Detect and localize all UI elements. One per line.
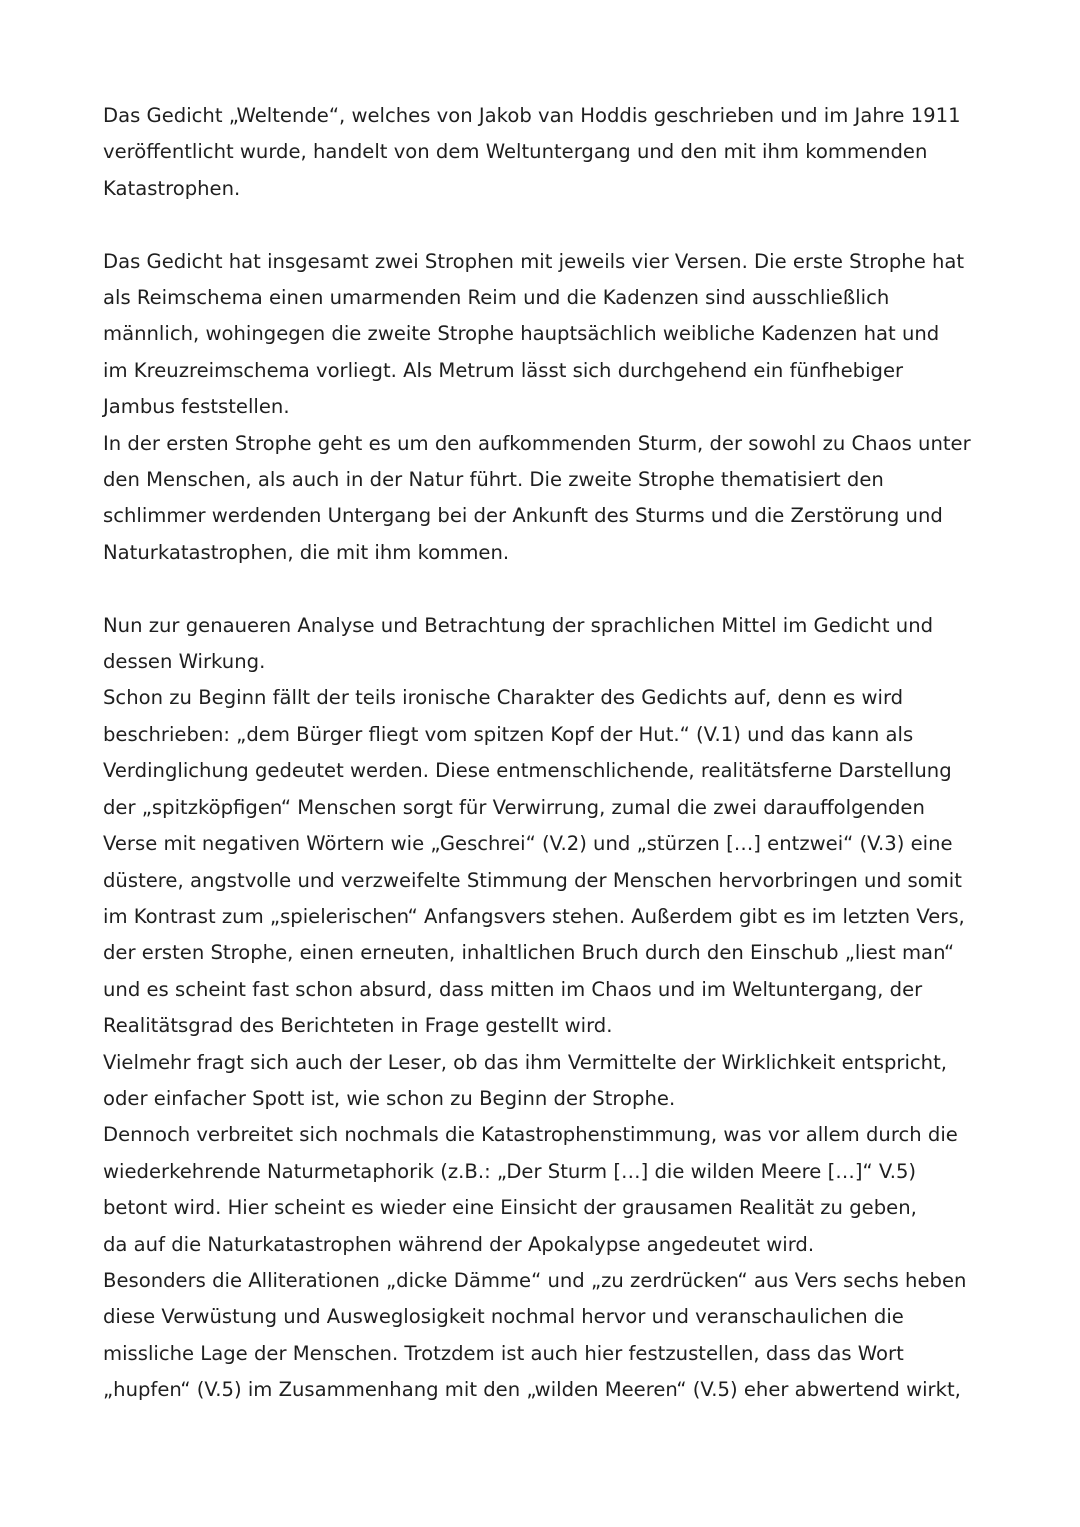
text-line: da auf die Naturkatastrophen während der Apokalypse angedeutet wird. xyxy=(103,1232,815,1256)
text-line: Verdinglichung gedeutet werden. Diese entmenschlichende, realitätsferne Darstellung xyxy=(103,759,952,783)
text-line: beschrieben: „dem Bürger fliegt vom spitzen Kopf der Hut.“ (V.1) und das kann als xyxy=(103,722,914,746)
paragraph-form-content xyxy=(103,244,983,572)
text-line: als Reimschema einen umarmenden Reim und die Kadenzen sind ausschließlich xyxy=(103,286,890,310)
text-line: Nun zur genaueren Analyse und Betrachtung der sprachlichen Mittel im Gedicht und xyxy=(103,613,934,637)
text-line: missliche Lage der Menschen. Trotzdem ist auch hier festzustellen, dass das Wort xyxy=(103,1341,904,1365)
text-line: veröffentlicht wurde, handelt von dem Weltuntergang und den mit ihm kommenden xyxy=(103,140,928,164)
text-line: Vielmehr fragt sich auch der Leser, ob das ihm Vermittelte der Wirklichkeit entspricht, xyxy=(103,1050,947,1074)
text-line: Besonders die Alliterationen „dicke Dämme“ und „zu zerdrücken“ aus Vers sechs heben xyxy=(103,1268,967,1292)
text-line: im Kreuzreimschema vorliegt. Als Metrum lässt sich durchgehend ein fünfhebiger xyxy=(103,358,904,382)
text-line: Das Gedicht „Weltende“, welches von Jakob van Hoddis geschrieben und im Jahre 1911 xyxy=(103,104,961,127)
text-line: im Kontrast zum „spielerischen“ Anfangsvers stehen. Außerdem gibt es im letzten Vers, xyxy=(103,904,965,928)
text-line: Jambus feststellen. xyxy=(103,395,290,419)
text-line: der ersten Strophe, einen erneuten, inhaltlichen Bruch durch den Einschub „liest man“ xyxy=(103,941,955,965)
paragraph-introduction xyxy=(103,98,983,207)
text-line: düstere, angstvolle und verzweifelte Stimmung der Menschen hervorbringen und somit xyxy=(103,868,962,892)
text-line: den Menschen, als auch in der Natur führt. Die zweite Strophe thematisiert den xyxy=(103,468,884,492)
document-page xyxy=(103,98,983,1409)
text-line: dessen Wirkung. xyxy=(103,650,266,674)
text-line: Schon zu Beginn fällt der teils ironische Charakter des Gedichts auf, denn es wird xyxy=(103,686,904,710)
text-line: oder einfacher Spott ist, wie schon zu Beginn der Strophe. xyxy=(103,1086,676,1110)
text-line: Naturkatastrophen, die mit ihm kommen. xyxy=(103,540,510,564)
text-line: „hupfen“ (V.5) im Zusammenhang mit den „wilden Meeren“ (V.5) eher abwertend wirkt, xyxy=(103,1378,961,1402)
paragraph-analysis xyxy=(103,608,983,1409)
text-line: Katastrophen. xyxy=(103,176,241,200)
text-line: In der ersten Strophe geht es um den aufkommenden Sturm, der sowohl zu Chaos unter xyxy=(103,431,971,455)
text-line: Realitätsgrad des Berichteten in Frage gestellt wird. xyxy=(103,1014,613,1038)
text-line: wiederkehrende Naturmetaphorik (z.B.: „Der Sturm […] die wilden Meere […]“ V.5) xyxy=(103,1159,917,1183)
text-line: Verse mit negativen Wörtern wie „Geschrei“ (V.2) und „stürzen […] entzwei“ (V.3) eine xyxy=(103,832,953,856)
text-line: und es scheint fast schon absurd, dass mitten im Chaos und im Weltuntergang, der xyxy=(103,977,923,1001)
paragraph-spacer xyxy=(103,207,983,243)
text-line: diese Verwüstung und Ausweglosigkeit nochmal hervor und veranschaulichen die xyxy=(103,1305,904,1329)
text-line: betont wird. Hier scheint es wieder eine Einsicht der grausamen Realität zu geben, xyxy=(103,1196,917,1220)
text-line: Das Gedicht hat insgesamt zwei Strophen mit jeweils vier Versen. Die erste Strophe hat xyxy=(103,249,965,273)
text-line: der „spitzköpfigen“ Menschen sorgt für Verwirrung, zumal die zwei darauffolgenden xyxy=(103,795,925,819)
paragraph-spacer xyxy=(103,571,983,607)
text-line: Dennoch verbreitet sich nochmals die Katastrophenstimmung, was vor allem durch die xyxy=(103,1123,958,1147)
text-line: männlich, wohingegen die zweite Strophe hauptsächlich weibliche Kadenzen hat und xyxy=(103,322,940,346)
text-line: schlimmer werdenden Untergang bei der Ankunft des Sturms und die Zerstörung und xyxy=(103,504,943,528)
